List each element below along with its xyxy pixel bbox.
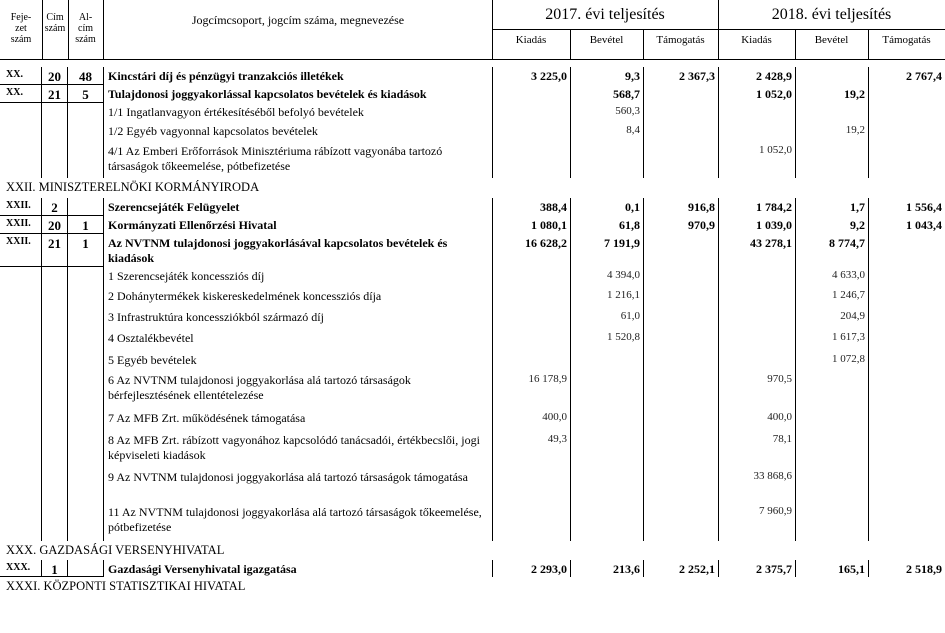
cell-cim (42, 371, 68, 409)
cell-fejezet: XX. (0, 85, 42, 103)
cell-alcim (68, 371, 104, 409)
cell-name: Szerencsejáték Felügyelet (108, 200, 240, 214)
cell-bevetel-2017: 9,3 (570, 67, 643, 85)
cell-name: Gazdasági Versenyhivatal igazgatása (108, 562, 297, 576)
cell-kiadas-2017 (492, 308, 570, 329)
cell-kiadas-2018: 400,0 (718, 409, 795, 431)
cell-bevetel-2018 (795, 67, 868, 85)
cell-cim (42, 409, 68, 431)
cell-fejezet (0, 308, 42, 329)
cell-kiadas-2017: 16 178,9 (492, 371, 570, 409)
cell-kiadas-2018 (718, 103, 795, 122)
cell-tamogatas-2017 (643, 142, 718, 178)
cell-alcim (68, 329, 104, 351)
cell-bevetel-2018: 1 246,7 (795, 287, 868, 308)
cell-bevetel-2018: 19,2 (795, 85, 868, 103)
cell-name: 1/2 Egyéb vagyonnal kapcsolatos bevételek (108, 124, 318, 138)
header-alcim-line1: Al- (78, 12, 93, 23)
header-fejezet (0, 12, 42, 45)
cell-fejezet: XXX. (0, 560, 42, 577)
cell-tamogatas-2017: 2 367,3 (643, 67, 718, 85)
cell-cim: 1 (42, 560, 68, 577)
cell-kiadas-2017: 16 628,2 (492, 234, 570, 267)
cell-kiadas-2017 (492, 351, 570, 371)
cell-cim (42, 503, 68, 541)
table-row (0, 267, 945, 287)
cell-cim (42, 267, 68, 287)
header-bevetel-2018: Bevétel (814, 34, 849, 46)
cell-fejezet (0, 409, 42, 431)
section-title: XXXI. KÖZPONTI STATISZTIKAI HIVATAL (6, 579, 246, 593)
table-row (0, 103, 945, 122)
cell-fejezet (0, 431, 42, 468)
cell-cim (42, 351, 68, 371)
cell-tamogatas-2018 (868, 103, 945, 122)
header-tamogatas-2017: Támogatás (656, 34, 705, 46)
header-year-2017: 2017. évi teljesítés (545, 6, 665, 23)
cell-kiadas-2017: 3 225,0 (492, 67, 570, 85)
cell-kiadas-2018 (718, 308, 795, 329)
cell-cim: 21 (42, 234, 68, 267)
cell-tamogatas-2017: 970,9 (643, 216, 718, 234)
cell-tamogatas-2018 (868, 329, 945, 351)
cell-fejezet: XXII. (0, 234, 42, 267)
cell-name: 3 Infrastruktúra koncessziókból származó díj (108, 310, 324, 324)
cell-bevetel-2017: 8,4 (570, 122, 643, 142)
cell-tamogatas-2018 (868, 287, 945, 308)
header-alcim-line2: cím (78, 23, 93, 34)
cell-bevetel-2018: 1,7 (795, 198, 868, 216)
header-cim (42, 12, 68, 34)
table-row (0, 198, 945, 216)
cell-tamogatas-2018: 1 556,4 (868, 198, 945, 216)
cell-bevetel-2018: 165,1 (795, 560, 868, 577)
table-row (0, 287, 945, 308)
cell-alcim (68, 142, 104, 178)
cell-bevetel-2018: 4 633,0 (795, 267, 868, 287)
cell-bevetel-2018 (795, 503, 868, 541)
cell-tamogatas-2017: 2 252,1 (643, 560, 718, 577)
cell-name: Tulajdonosi joggyakorlással kapcsolatos bevételek és kiadások (108, 87, 427, 101)
section-heading-row (0, 178, 945, 198)
table-row (0, 308, 945, 329)
cell-bevetel-2017: 0,1 (570, 198, 643, 216)
header-year-2018: 2018. évi teljesítés (771, 6, 892, 23)
cell-kiadas-2018: 43 278,1 (718, 234, 795, 267)
cell-tamogatas-2018 (868, 409, 945, 431)
header-cim-line2: szám (44, 23, 66, 34)
header-kiadas-2017: Kiadás (515, 34, 547, 46)
table-row (0, 329, 945, 351)
cell-tamogatas-2017 (643, 267, 718, 287)
cell-fejezet: XXII. (0, 216, 42, 234)
table-row (0, 560, 945, 577)
cell-fejezet (0, 371, 42, 409)
cell-alcim: 48 (68, 67, 104, 85)
cell-alcim (68, 308, 104, 329)
cell-bevetel-2018 (795, 103, 868, 122)
cell-name: 5 Egyéb bevételek (108, 353, 197, 367)
cell-tamogatas-2017 (643, 468, 718, 503)
cell-bevetel-2018 (795, 431, 868, 468)
cell-cim (42, 142, 68, 178)
cell-bevetel-2017 (570, 503, 643, 541)
cell-kiadas-2018: 1 039,0 (718, 216, 795, 234)
cell-bevetel-2018: 8 774,7 (795, 234, 868, 267)
cell-bevetel-2018 (795, 409, 868, 431)
cell-fejezet (0, 267, 42, 287)
cell-kiadas-2017 (492, 503, 570, 541)
cell-kiadas-2017 (492, 103, 570, 122)
cell-tamogatas-2018 (868, 371, 945, 409)
cell-tamogatas-2018 (868, 351, 945, 371)
cell-bevetel-2017: 1 520,8 (570, 329, 643, 351)
cell-fejezet (0, 287, 42, 308)
cell-kiadas-2018: 2 428,9 (718, 67, 795, 85)
cell-alcim (68, 468, 104, 503)
cell-fejezet (0, 103, 42, 122)
cell-tamogatas-2017 (643, 351, 718, 371)
table-row (0, 142, 945, 178)
cell-name: 8 Az MFB Zrt. rábízott vagyonához kapcsolódó tanácsadói, értékbecslői, jogi képviseleti kiadások (108, 433, 480, 462)
cell-alcim (68, 409, 104, 431)
cell-name: 1 Szerencsejáték koncessziós díj (108, 269, 265, 283)
cell-kiadas-2018 (718, 122, 795, 142)
cell-bevetel-2018 (795, 142, 868, 178)
cell-fejezet (0, 142, 42, 178)
cell-kiadas-2018 (718, 267, 795, 287)
cell-kiadas-2018: 78,1 (718, 431, 795, 468)
cell-kiadas-2018 (718, 287, 795, 308)
cell-cim: 2 (42, 198, 68, 216)
cell-tamogatas-2018 (868, 85, 945, 103)
cell-alcim: 1 (68, 216, 104, 234)
cell-kiadas-2018: 7 960,9 (718, 503, 795, 541)
cell-bevetel-2018: 1 072,8 (795, 351, 868, 371)
cell-bevetel-2017: 4 394,0 (570, 267, 643, 287)
cell-tamogatas-2018 (868, 308, 945, 329)
table-row (0, 409, 945, 431)
table-row (0, 85, 945, 103)
cell-name: 4/1 Az Emberi Erőforrások Minisztériuma rábízott vagyonába tartozó társaságok tőkeemelése, pótbefizetése (108, 144, 443, 173)
cell-name: 6 Az NVTNM tulajdonosi joggyakorlása alá tartozó társaságok bérfejlesztésének ellentételezése (108, 373, 411, 402)
cell-tamogatas-2017 (643, 85, 718, 103)
cell-name: Kormányzati Ellenőrzési Hivatal (108, 218, 277, 232)
cell-name: 11 Az NVTNM tulajdonosi joggyakorlása alá tartozó társaságok tőkeemelése, pótbefizetése (108, 505, 482, 534)
table-header (0, 0, 945, 60)
cell-fejezet (0, 503, 42, 541)
cell-tamogatas-2017 (643, 409, 718, 431)
cell-kiadas-2017 (492, 468, 570, 503)
header-title: Jogcímcsoport, jogcím száma, megnevezése (191, 13, 405, 27)
header-fejezet-line2: zet (15, 23, 27, 34)
table-row (0, 371, 945, 409)
cell-kiadas-2017 (492, 329, 570, 351)
cell-cim (42, 287, 68, 308)
cell-alcim (68, 287, 104, 308)
cell-kiadas-2017: 49,3 (492, 431, 570, 468)
cell-cim: 20 (42, 67, 68, 85)
header-bevetel-2017: Bevétel (589, 34, 624, 46)
cell-bevetel-2017 (570, 409, 643, 431)
header-kiadas-2018: Kiadás (741, 34, 772, 46)
cell-kiadas-2017: 2 293,0 (492, 560, 570, 577)
cell-bevetel-2017 (570, 468, 643, 503)
cell-tamogatas-2017 (643, 329, 718, 351)
header-alcim (68, 12, 103, 45)
cell-bevetel-2017: 560,3 (570, 103, 643, 122)
cell-tamogatas-2017: 916,8 (643, 198, 718, 216)
cell-cim (42, 468, 68, 503)
cell-bevetel-2017: 61,8 (570, 216, 643, 234)
table-row (0, 122, 945, 142)
cell-bevetel-2018 (795, 468, 868, 503)
cell-cim (42, 122, 68, 142)
cell-bevetel-2017: 568,7 (570, 85, 643, 103)
cell-name: Az NVTNM tulajdonosi joggyakorlásával kapcsolatos bevételek és kiadások (108, 236, 448, 265)
cell-kiadas-2018 (718, 329, 795, 351)
cell-kiadas-2018: 1 784,2 (718, 198, 795, 216)
cell-cim: 21 (42, 85, 68, 103)
cell-alcim: 5 (68, 85, 104, 103)
cell-bevetel-2017: 1 216,1 (570, 287, 643, 308)
table-row (0, 351, 945, 371)
cell-kiadas-2017 (492, 85, 570, 103)
header-cim-line1: Cím (46, 12, 64, 23)
cell-bevetel-2017 (570, 431, 643, 468)
cell-kiadas-2017 (492, 267, 570, 287)
cell-alcim: 1 (68, 234, 104, 267)
section-title: XXII. MINISZTERELNÖKI KORMÁNYIRODA (6, 180, 260, 194)
cell-kiadas-2017 (492, 122, 570, 142)
cell-fejezet (0, 122, 42, 142)
cell-tamogatas-2018: 2 767,4 (868, 67, 945, 85)
cell-fejezet (0, 329, 42, 351)
cell-name: 7 Az MFB Zrt. működésének támogatása (108, 411, 306, 425)
cell-kiadas-2018: 2 375,7 (718, 560, 795, 577)
cell-tamogatas-2018 (868, 431, 945, 468)
cell-bevetel-2018 (795, 371, 868, 409)
cell-tamogatas-2017 (643, 234, 718, 267)
cell-tamogatas-2018 (868, 468, 945, 503)
cell-bevetel-2017 (570, 142, 643, 178)
section-heading-row (0, 577, 945, 595)
cell-alcim (68, 560, 104, 577)
cell-kiadas-2017: 1 080,1 (492, 216, 570, 234)
cell-bevetel-2017: 7 191,9 (570, 234, 643, 267)
cell-bevetel-2018: 1 617,3 (795, 329, 868, 351)
cell-kiadas-2018: 1 052,0 (718, 85, 795, 103)
cell-bevetel-2018: 19,2 (795, 122, 868, 142)
section-heading-row (0, 541, 945, 560)
cell-kiadas-2018: 1 052,0 (718, 142, 795, 178)
cell-tamogatas-2018 (868, 267, 945, 287)
cell-kiadas-2017 (492, 287, 570, 308)
cell-name: 9 Az NVTNM tulajdonosi joggyakorlása alá tartozó társaságok támogatása (108, 470, 468, 484)
cell-alcim (68, 351, 104, 371)
cell-tamogatas-2018 (868, 122, 945, 142)
cell-tamogatas-2017 (643, 308, 718, 329)
cell-tamogatas-2018: 1 043,4 (868, 216, 945, 234)
cell-cim (42, 103, 68, 122)
cell-alcim (68, 503, 104, 541)
cell-fejezet (0, 468, 42, 503)
cell-alcim (68, 103, 104, 122)
header-fejezet-line1: Feje- (10, 12, 32, 23)
cell-name: Kincstári díj és pénzügyi tranzakciós illetékek (108, 69, 344, 83)
header-fejezet-line3: szám (10, 34, 32, 45)
table-row (0, 67, 945, 85)
cell-alcim (68, 267, 104, 287)
cell-bevetel-2017: 61,0 (570, 308, 643, 329)
cell-fejezet: XXII. (0, 198, 42, 216)
header-tamogatas-2018: Támogatás (882, 34, 931, 46)
section-title: XXX. GAZDASÁGI VERSENYHIVATAL (6, 543, 225, 557)
cell-tamogatas-2017 (643, 431, 718, 468)
cell-cim (42, 308, 68, 329)
table-row (0, 431, 945, 468)
table-body (0, 67, 945, 595)
cell-fejezet: XX. (0, 67, 42, 85)
cell-alcim (68, 122, 104, 142)
cell-kiadas-2018 (718, 351, 795, 371)
table-row (0, 468, 945, 503)
cell-kiadas-2018: 33 868,6 (718, 468, 795, 503)
table-row (0, 234, 945, 267)
cell-bevetel-2017 (570, 371, 643, 409)
cell-tamogatas-2018 (868, 503, 945, 541)
cell-cim (42, 329, 68, 351)
cell-name: 2 Dohánytermékek kiskereskedelmének koncessziós díja (108, 289, 382, 303)
cell-tamogatas-2017 (643, 503, 718, 541)
cell-alcim (68, 431, 104, 468)
cell-bevetel-2017 (570, 351, 643, 371)
cell-bevetel-2017: 213,6 (570, 560, 643, 577)
cell-cim (42, 431, 68, 468)
cell-fejezet (0, 351, 42, 371)
cell-tamogatas-2017 (643, 122, 718, 142)
cell-kiadas-2017: 388,4 (492, 198, 570, 216)
cell-bevetel-2018: 204,9 (795, 308, 868, 329)
cell-tamogatas-2017 (643, 287, 718, 308)
cell-kiadas-2017 (492, 142, 570, 178)
table-row (0, 216, 945, 234)
table-row (0, 503, 945, 541)
cell-bevetel-2018: 9,2 (795, 216, 868, 234)
cell-name: 4 Osztalékbevétel (108, 331, 194, 345)
cell-name: 1/1 Ingatlanvagyon értékesítéséből befolyó bevételek (108, 105, 364, 119)
cell-tamogatas-2017 (643, 371, 718, 409)
cell-alcim (68, 198, 104, 216)
cell-kiadas-2017: 400,0 (492, 409, 570, 431)
cell-tamogatas-2018 (868, 142, 945, 178)
cell-tamogatas-2018: 2 518,9 (868, 560, 945, 577)
cell-tamogatas-2017 (643, 103, 718, 122)
cell-tamogatas-2018 (868, 234, 945, 267)
cell-cim: 20 (42, 216, 68, 234)
header-alcim-line3: szám (75, 34, 96, 45)
cell-kiadas-2018: 970,5 (718, 371, 795, 409)
